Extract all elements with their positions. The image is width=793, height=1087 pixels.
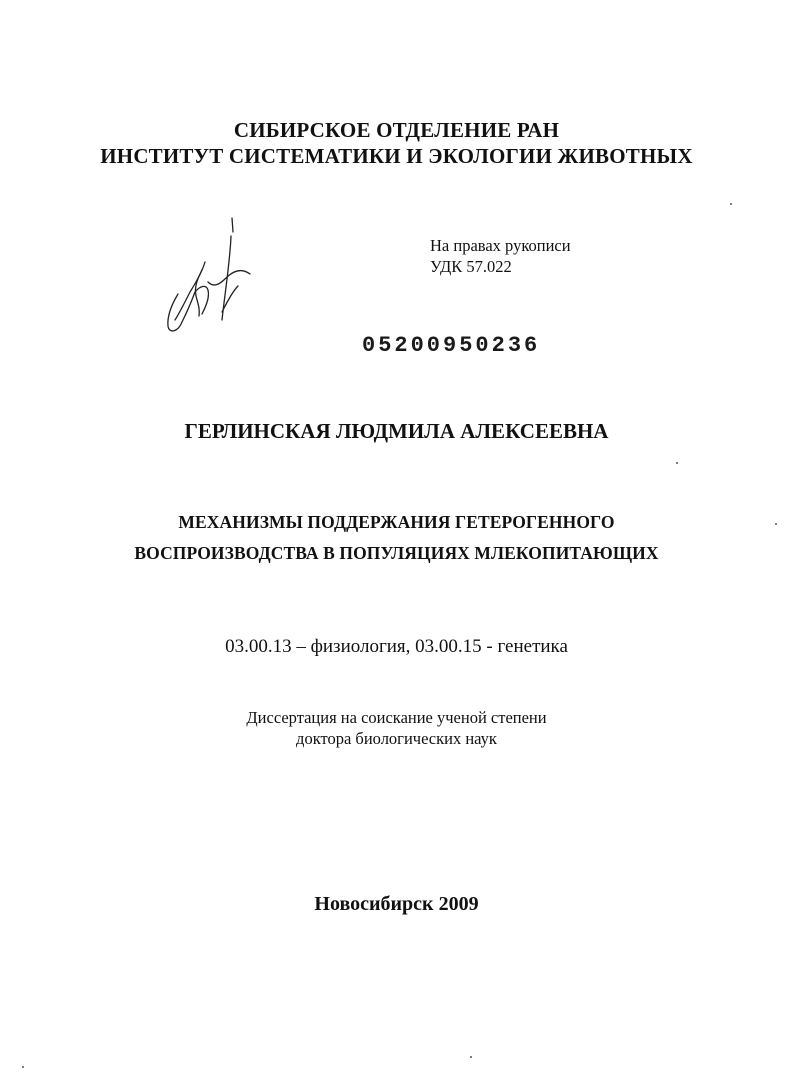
udc-code: УДК 57.022	[430, 257, 512, 276]
scan-speck	[676, 462, 678, 464]
dissertation-title-line-2: ВОСПРОИЗВОДСТВА В ПОПУЛЯЦИЯХ МЛЕКОПИТАЮЩИХ	[134, 543, 659, 563]
degree-line-2: доктора биологических наук	[296, 729, 497, 748]
dissertation-title-line-1: МЕХАНИЗМЫ ПОДДЕРЖАНИЯ ГЕТЕРОГЕННОГО	[178, 512, 615, 532]
scan-speck	[775, 523, 777, 525]
handwritten-signature-icon	[150, 212, 255, 347]
city-year: Новосибирск 2009	[314, 893, 479, 915]
institution-line-2: ИНСТИТУТ СИСТЕМАТИКИ И ЭКОЛОГИИ ЖИВОТНЫХ	[100, 144, 693, 168]
institution-line-1: СИБИРСКОЕ ОТДЕЛЕНИЕ РАН	[233, 118, 560, 142]
scan-speck	[22, 1066, 24, 1068]
author-name: ГЕРЛИНСКАЯ ЛЮДМИЛА АЛЕКСЕЕВНА	[184, 419, 609, 443]
scan-speck	[730, 203, 732, 205]
manuscript-rights-label: На правах рукописи	[430, 236, 571, 255]
scan-speck	[470, 1056, 472, 1058]
document-number-stamp: 05200950236	[362, 333, 541, 358]
specialty-codes: 03.00.13 – физиология, 03.00.15 - генетика	[225, 636, 568, 657]
degree-line-1: Диссертация на соискание ученой степени	[246, 708, 547, 727]
